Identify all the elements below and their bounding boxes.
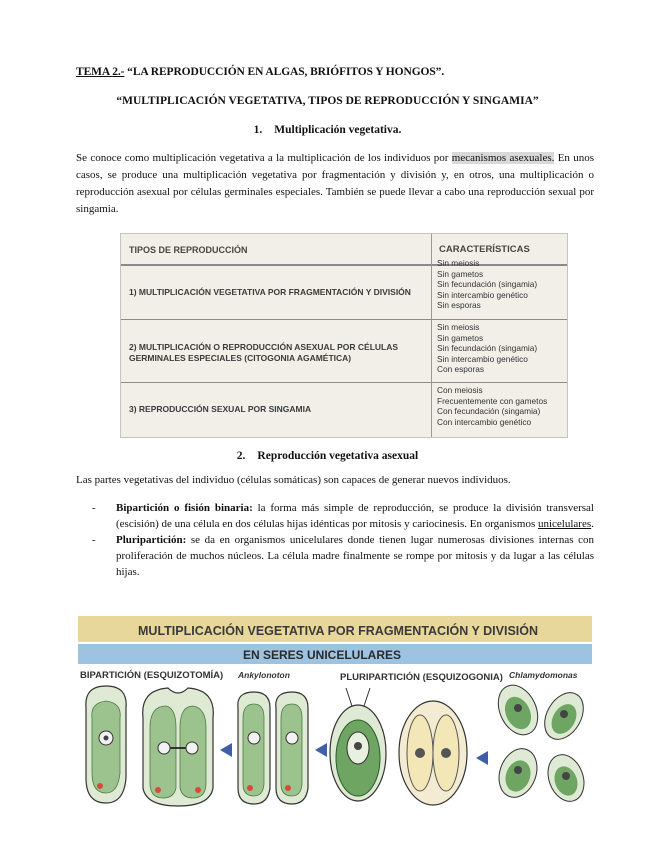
title-text: “LA REPRODUCCIÓN EN ALGAS, BRIÓFITOS Y HONGOS”. [124,66,445,78]
table-row-1-char: Sin fecundación (singamia) [437,279,538,290]
section-2-heading [0,450,655,462]
arrow-icon [315,743,327,757]
cell-released-daughters [491,679,592,807]
fission-illustration [78,608,592,808]
table-row-1-char: Sin intercambio genético [437,289,528,300]
cell-mother-green [330,688,386,801]
figure-banner-text: MULTIPLICACIÓN VEGETATIVA POR FRAGMENTACIÓN Y DIVISIÓN [138,624,539,638]
table-row-2-char: Sin fecundación (singamia) [437,343,538,354]
list-item-text: se da en organismos unicelulares donde tienen lugar numerosas divisiones internas con proliferación de muchos núcleos. La célula madre finalmente se rompe por mitosis y da lugar a las células hijas. [116,534,594,578]
table-row-2-characteristics [437,322,537,375]
table-row-divider [121,319,567,320]
paragraph-2: Las partes vegetativas del individuo (células somáticas) son capaces de generar nuevos individuos. [76,474,511,486]
cell-daughters [238,692,308,804]
table-row-3-char: Con fecundación (singamia) [437,406,541,417]
list-item-text: la forma más simple de reproducción, se produce la división transversal (escisión) de una célula en dos células hijas idénticas por mitosis y cariocinesis. En organismos [116,502,594,530]
document-subtitle: “MULTIPLICACIÓN VEGETATIVA, TIPOS DE REPRODUCCIÓN Y SINGAMIA” [116,95,539,107]
list-item-end: . [591,518,594,530]
table-header-types: TIPOS DE REPRODUCCIÓN [129,245,248,255]
fission-illustration-svg [78,608,592,808]
reproduction-list [92,500,594,580]
list-item [92,500,594,532]
section-2-number: 2. [236,450,246,462]
table-row-2-char: Sin meiosis [437,322,480,332]
table-row-2-type: 2) MULTIPLICACIÓN O REPRODUCCIÓN ASEXUAL POR CÉLULAS GERMINALES ESPECIALES (CITOGONIA AGAMÉTICA) [129,342,399,363]
table-row-divider [121,382,567,383]
table-row-2-char: Sin intercambio genético [437,353,528,364]
label-schizogony-organism: Chlamydomonas [509,670,578,680]
section-1-heading [0,124,655,136]
table-row-2-char: Sin gametos [437,332,484,343]
paragraph-1-part1: Se conoce como multiplicación vegetativa a la multiplicación de los individuos por [76,152,452,164]
table-row-2-char: Con esporas [437,364,485,375]
list-item [92,532,594,580]
paragraph-1 [76,150,594,218]
list-item-term: Bipartición o fisión binaria: [116,502,253,514]
reproduction-types-table [120,233,568,438]
list-dash: - [92,534,96,546]
document-title [76,66,444,78]
list-item-term: Pluripartición: [116,534,187,546]
list-dash: - [92,502,96,514]
table-column-divider [431,234,432,437]
section-1-title: Multiplicación vegetativa. [274,124,402,136]
title-prefix: TEMA 2.- [76,66,125,78]
arrow-icon [476,751,488,765]
arrow-icon [220,743,232,757]
cell-schizogony-dividing [399,701,467,805]
paragraph-1-part2: En unos casos, se produce una multiplicación vegetativa por fragmentación y división y, en otros, una multiplicación o reproducción asexual por células germinales especiales. También se puede llevar a cabo una reproducción sexual por singamia. [76,152,595,215]
cell-dividing-early [143,688,214,806]
table-row-1-char: Sin gametos [437,268,484,279]
table-row-3-characteristics [437,385,547,427]
table-row-3-char: Con meiosis [437,385,483,395]
figure-subbanner-text: EN SERES UNICELULARES [243,648,402,662]
label-schizogony: PLURIPARTICIÓN (ESQUIZOGONIA) [340,672,503,683]
section-2-title: Reproducción vegetativa asexual [257,450,419,462]
table-row-1-char: Sin esporas [437,300,481,311]
cell-single [86,686,126,803]
table-row-1-char: Sin meiosis [437,258,480,268]
label-binary-fission: BIPARTICIÓN (ESQUIZOTOMÍA) [80,670,224,681]
table-header-characteristics: CARACTERÍSTICAS [439,244,530,255]
list-item-underlined: unicelulares [537,518,592,530]
table-row-1-characteristics [437,258,537,311]
paragraph-1-highlight: mecanismos asexuales. [451,152,555,164]
label-binary-organism: Ankylonoton [238,670,290,680]
table-row-3-type: 3) REPRODUCCIÓN SEXUAL POR SINGAMIA [129,404,312,414]
table-row-3-char: Frecuentemente con gametos [437,395,548,406]
table-row-1-type: 1) MULTIPLICACIÓN VEGETATIVA POR FRAGMENTACIÓN Y DIVISIÓN [129,287,411,297]
table-row-3-char: Con intercambio genético [437,416,532,427]
section-1-number: 1. [253,124,263,136]
